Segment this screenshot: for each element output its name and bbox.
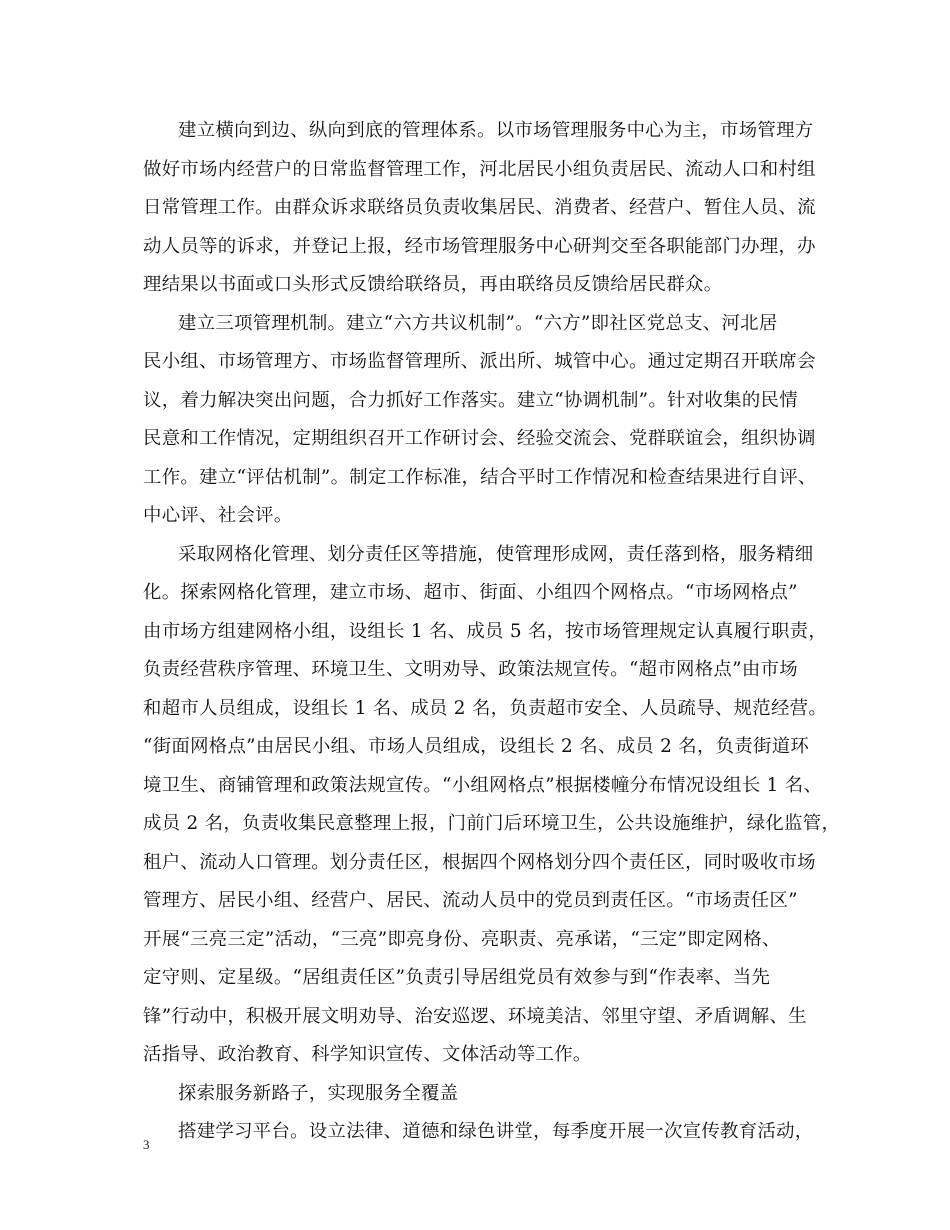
text-line: 做好市场内经营户的日常监督管理工作，河北居民小组负责居民、流动人口和村组	[143, 158, 816, 180]
text-line: 理结果以书面或口头形式反馈给联络员，再由联络员反馈给居民群众。	[143, 274, 723, 295]
text-line: 化。探索网格化管理，建立市场、超市、街面、小组四个网格点。“市场网格点”	[143, 582, 798, 603]
text-line: 民意和工作情况，定期组织召开工作研讨会、经验交流会、党群联谊会，组织协调	[143, 428, 816, 449]
document-body	[143, 112, 841, 1152]
text-line: 锋”行动中，积极开展文明劝导、治安巡逻、环境美洁、邻里守望、矛盾调解、生	[143, 1005, 807, 1027]
text-line: 活指导、政治教育、科学知识宣传、文体活动等工作。	[143, 1044, 592, 1065]
text-line: 民小组、市场管理方、市场监督管理所、派出所、城管中心。通过定期召开联席会	[143, 351, 816, 372]
text-line: 搭建学习平台。设立法律、道德和绿色讲堂，每季度开展一次宣传教育活动，	[178, 1121, 814, 1142]
text-line: 负责经营秩序管理、环境卫生、文明劝导、政策法规宣传。“超市网格点”由市场	[143, 659, 798, 680]
text-line: 中心评、社会评。	[143, 505, 293, 526]
paragraph-management-system	[143, 112, 817, 305]
text-line: 建立横向到边、纵向到底的管理体系。以市场管理服务中心为主，市场管理方	[178, 120, 814, 141]
paragraph-grid-management	[143, 536, 841, 1075]
page-number: 3	[143, 1137, 150, 1152]
section-heading	[143, 1075, 817, 1114]
text-line: 建立三项管理机制。建立“六方共议机制”。“六方”即社区党总支、河北居	[178, 312, 778, 334]
text-line: 工作。建立“评估机制”。制定工作标准，结合平时工作情况和检查结果进行自评、	[143, 466, 817, 488]
text-line: 动人员等的诉求，并登记上报，经市场管理服务中心研判交至各职能部门办理，办	[143, 235, 816, 257]
text-line: 日常管理工作。由群众诉求联络员负责收集居民、消费者、经营户、暂住人员、流	[143, 197, 816, 218]
paragraph-learning-platform	[143, 1113, 817, 1152]
text-line: 租户、流动人口管理。划分责任区，根据四个网格划分四个责任区，同时吸收市场	[143, 851, 816, 873]
text-line: 探索服务新路子，实现服务全覆盖	[178, 1082, 459, 1104]
text-line: 定守则、定星级。“居组责任区”负责引导居组党员有效参与到“作表率、当先	[143, 967, 771, 988]
text-line: “街面网格点”由居民小组、市场人员组成，设组长 2 名、成员 2 名，负责街道环	[143, 736, 810, 757]
text-line: 议，着力解决突出问题，合力抓好工作落实。建立“协调机制”。针对收集的民情	[143, 389, 798, 411]
text-line: 境卫生、商铺管理和政策法规宣传。“小组网格点”根据楼幢分布情况设组长 1 名、	[143, 774, 823, 796]
text-line: 由市场方组建网格小组，设组长 1 名、成员 5 名，按市场管理规定认真履行职责，	[143, 620, 828, 642]
text-line: 成员 2 名，负责收集民意整理上报，门前门后环境卫生，公共设施维护，绿化监管，	[143, 813, 841, 834]
text-line: 采取网格化管理、划分责任区等措施，使管理形成网，责任落到格，服务精细	[178, 543, 814, 565]
paragraph-three-mechanisms	[143, 305, 817, 536]
text-line: 和超市人员组成，设组长 1 名、成员 2 名，负责超市安全、人员疏导、规范经营。	[143, 697, 828, 719]
text-line: 开展“三亮三定”活动，“三亮”即亮身份、亮职责、亮承诺，“三定”即定网格、	[143, 928, 781, 950]
text-line: 管理方、居民小组、经营户、居民、流动人员中的党员到责任区。“市场责任区”	[143, 890, 798, 911]
